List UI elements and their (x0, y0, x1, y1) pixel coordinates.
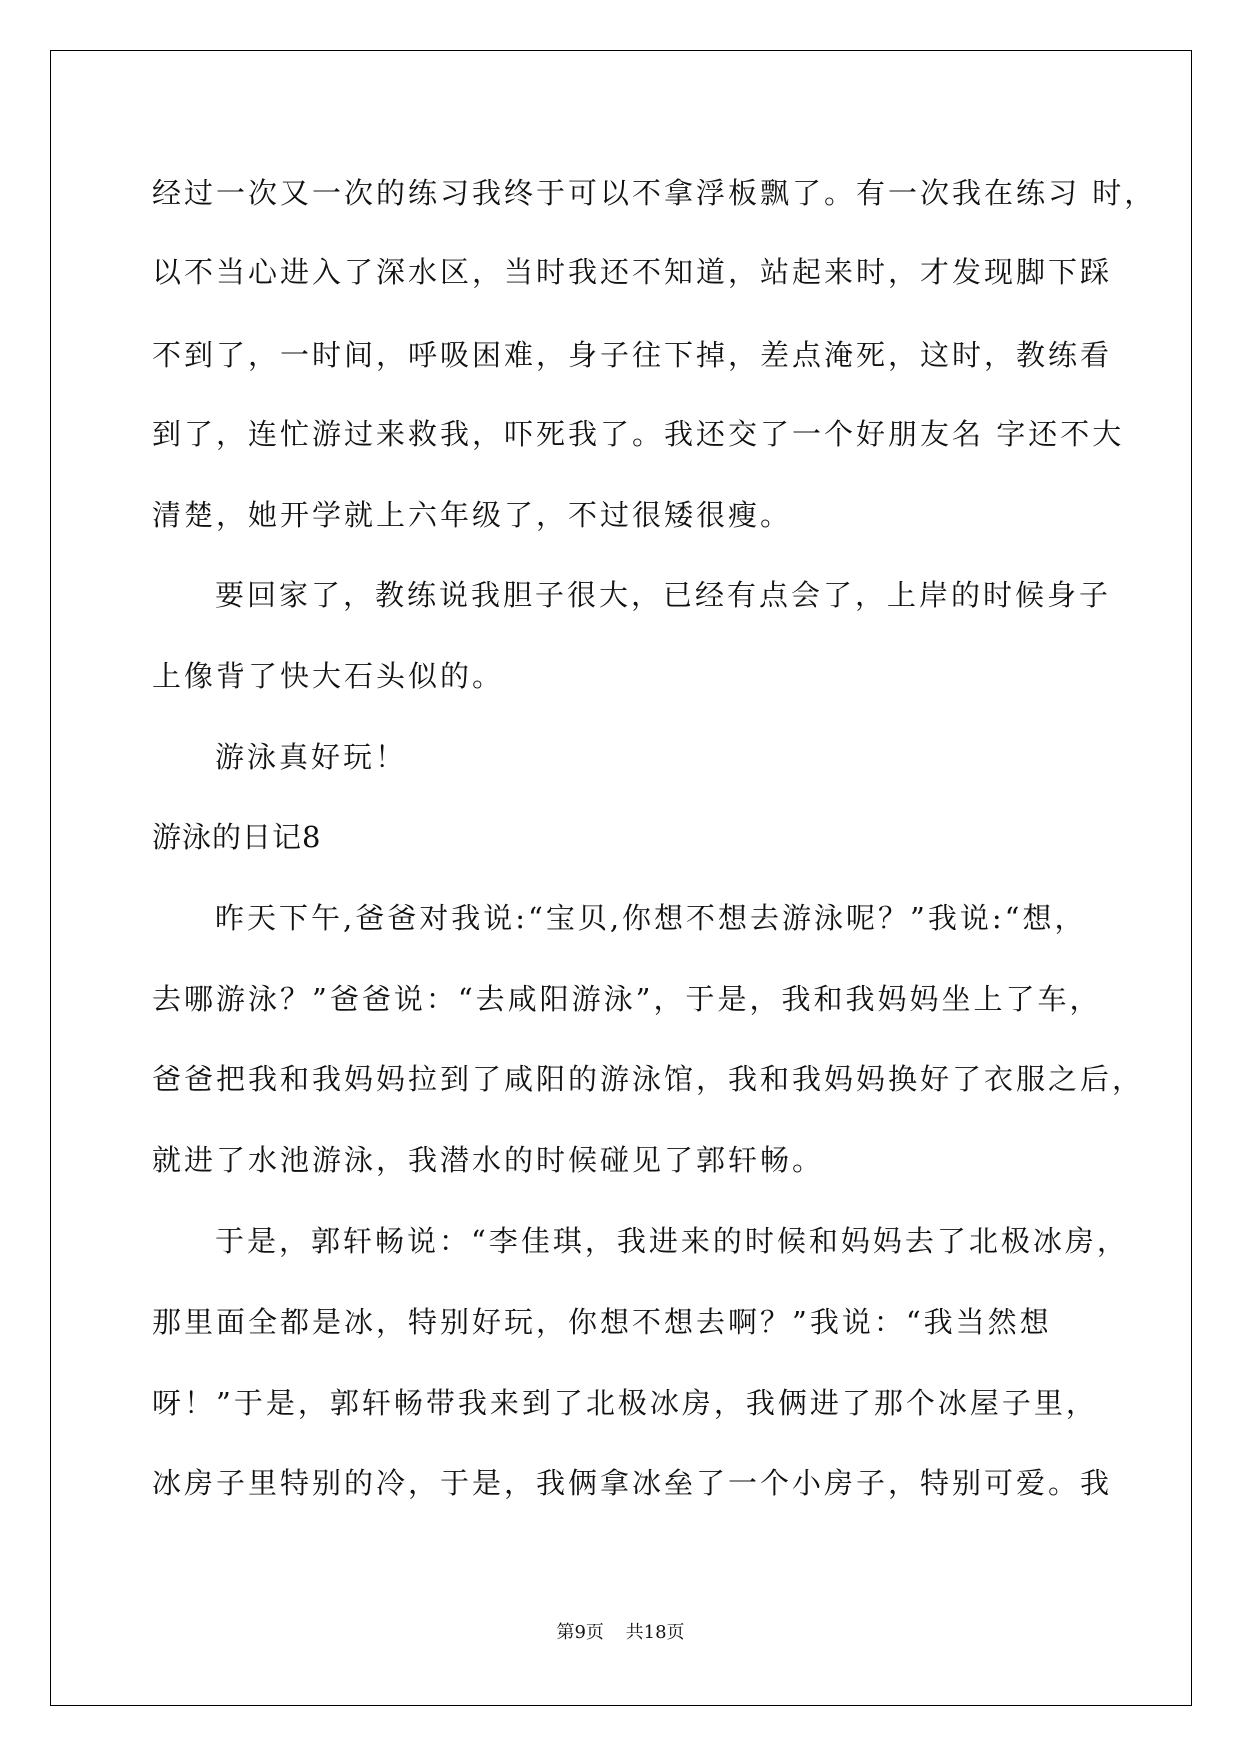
body-line-7: 上像背了快大石头似的。 (152, 659, 505, 693)
body-line-14: 于是，郭轩畅说：“李佳琪，我进来的时候和妈妈去了北极冰房， (215, 1224, 1129, 1258)
page-footer (0, 1618, 1241, 1644)
body-line-2: 以不当心进入了深水区，当时我还不知道，站起来时，才发现脚下踩 (152, 255, 1113, 289)
body-line-11: 去哪游泳？”爸爸说：“去咸阳游泳”，于是，我和我妈妈坐上了车， (152, 982, 1102, 1016)
page-total: 共18页 (625, 1622, 685, 1643)
body-line-8: 游泳真好玩！ (215, 740, 408, 774)
body-line-16: 呀！”于是，郭轩畅带我来到了北极冰房，我俩进了那个冰屋子里， (152, 1386, 1098, 1420)
body-line-4: 到了，连忙游过来救我，吓死我了。我还交了一个好朋友名 字还不大 (152, 417, 1125, 451)
body-line-1: 经过一次又一次的练习我终于可以不拿浮板飘了。有一次我在练习 时， (152, 176, 1157, 210)
page-frame (50, 50, 1192, 1706)
page-number: 第9页 (556, 1622, 604, 1643)
body-line-10: 昨天下午,爸爸对我说:“宝贝,你想不想去游泳呢？”我说:“想， (215, 901, 1087, 935)
section-heading: 游泳的日记8 (152, 820, 322, 854)
body-line-3: 不到了，一时间，呼吸困难，身子往下掉，差点淹死，这时，教练看 (152, 338, 1113, 372)
body-line-6: 要回家了，教练说我胆子很大，已经有点会了，上岸的时候身子 (215, 578, 1112, 612)
body-line-12: 爸爸把我和我妈妈拉到了咸阳的游泳馆，我和我妈妈换好了衣服之后， (152, 1062, 1145, 1096)
body-line-15: 那里面全都是冰，特别好玩，你想不想去啊？”我说：“我当然想 (152, 1305, 1052, 1339)
body-line-17: 冰房子里特别的冷，于是，我俩拿冰垒了一个小房子，特别可爱。我 (152, 1466, 1113, 1500)
body-line-5: 清楚，她开学就上六年级了，不过很矮很瘦。 (152, 498, 793, 532)
body-line-13: 就进了水池游泳，我潜水的时候碰见了郭轩畅。 (152, 1143, 825, 1177)
